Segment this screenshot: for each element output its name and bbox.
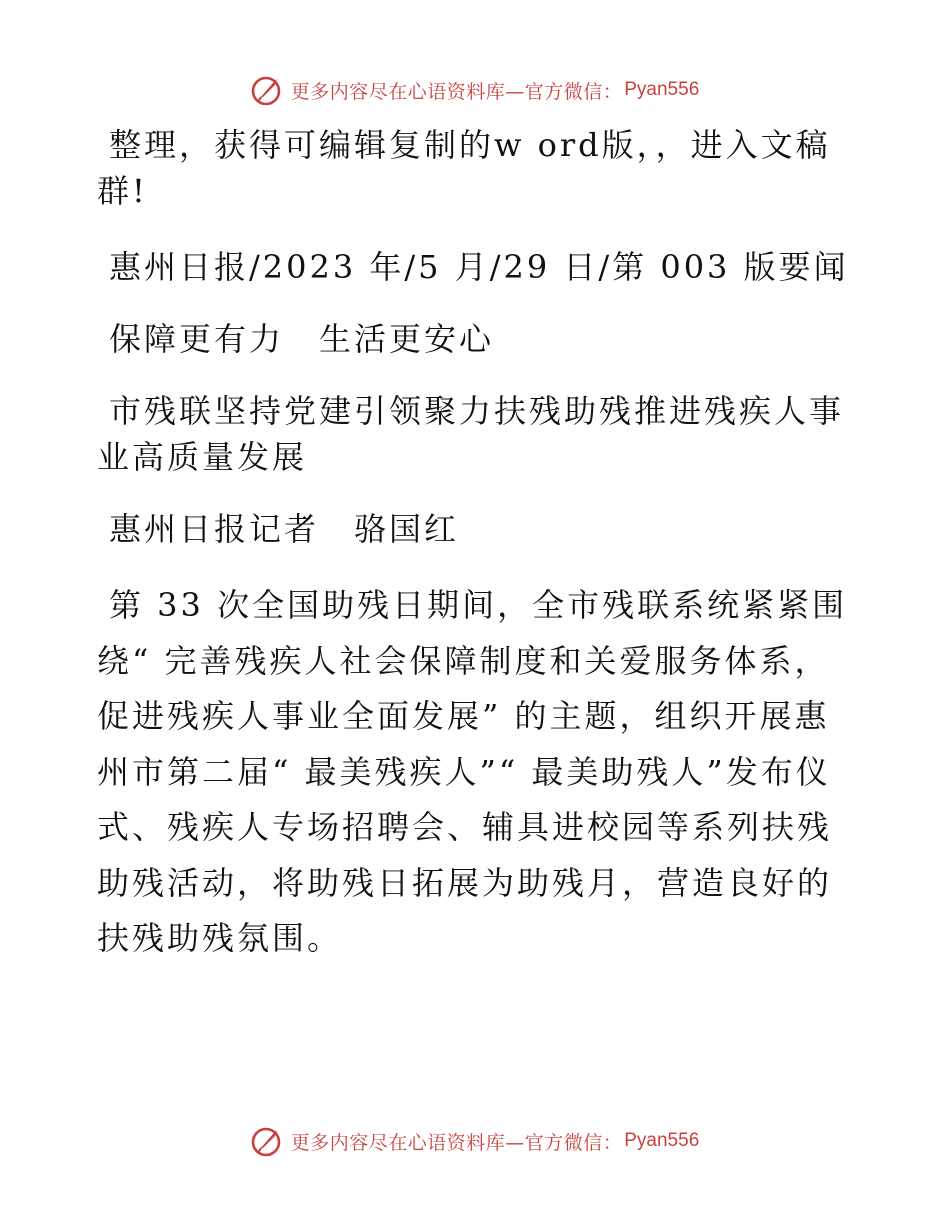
watermark-wechat-id: Pyan556: [624, 79, 700, 100]
body-paragraph: 第 33 次全国助残日期间，全市残联系统紧紧围绕“ 完善残疾人社会保障制度和关爱服务体系，促进残疾人事业全面发展” 的主题，组织开展惠州市第二届“ 最美残疾人”“ 最美助残人”发布仪式、残疾人专场招聘会、辅具进校园等系列扶残助残活动，将助残日拓展为助残月，营造良好的扶残助残氛围。: [97, 586, 848, 957]
watermark-footer: [0, 1121, 950, 1161]
source-line: 惠州日报/2023 年/5 月/29 日/第 003 版要闻: [109, 248, 849, 286]
headline: 保障更有力 生活更安心: [109, 320, 495, 358]
byline: 惠州日报记者 骆国红: [109, 510, 460, 548]
watermark-wechat-id: Pyan556: [624, 1130, 700, 1151]
intro-paragraph: 整理，获得可编辑复制的w ord版，，进入文稿群!: [97, 126, 831, 210]
watermark-text: 更多内容尽在心语资料库—官方微信：: [290, 1131, 623, 1154]
subheadline: 市残联坚持党建引领聚力扶残助残推进残疾人事业高质量发展: [97, 392, 845, 476]
watermark-text: 更多内容尽在心语资料库—官方微信：: [290, 80, 623, 103]
document-body: [97, 122, 853, 967]
quill-logo-icon: [251, 1124, 285, 1158]
quill-logo-icon: [251, 73, 285, 107]
watermark-header: [0, 70, 950, 110]
